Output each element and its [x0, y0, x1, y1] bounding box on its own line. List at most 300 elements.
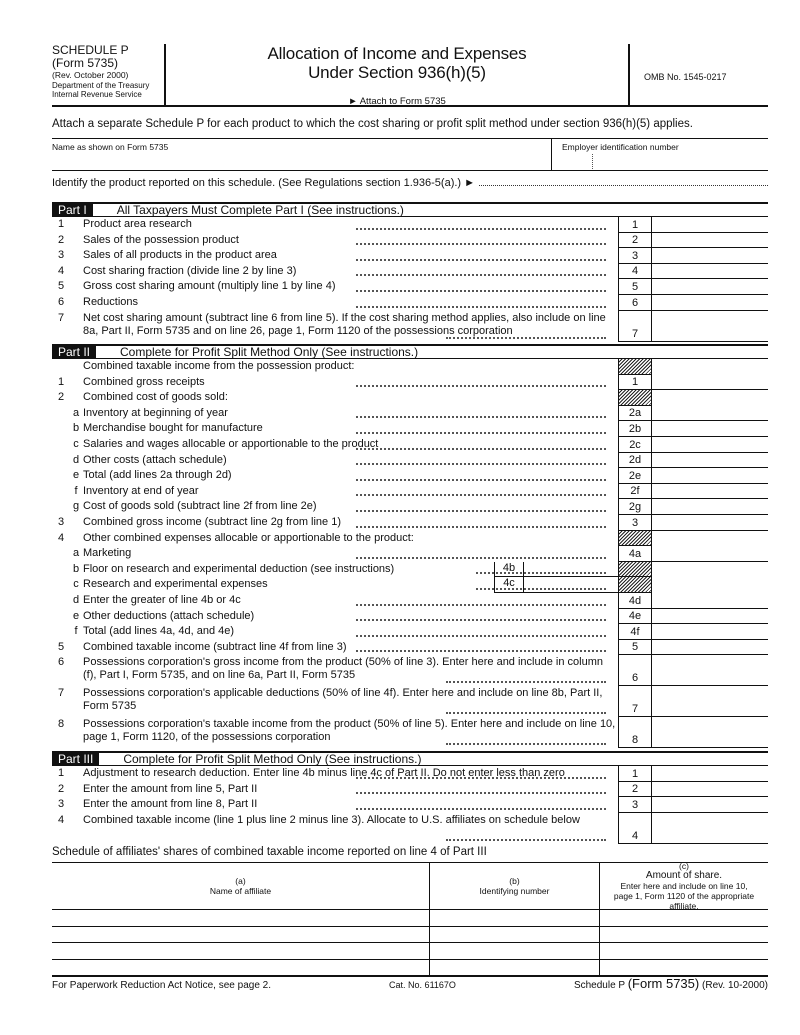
line-letter: d [72, 453, 80, 466]
amount-field[interactable] [652, 499, 768, 515]
ein-divider [592, 154, 593, 169]
line-text: Marketing [83, 547, 132, 560]
line-letter [70, 233, 82, 249]
form-line [52, 531, 768, 547]
name-field[interactable] [52, 142, 168, 152]
line-number [52, 499, 70, 515]
omb-number: OMB No. 1545-0217 [644, 72, 727, 82]
line-box-number: 4a [618, 546, 652, 562]
line-label [82, 717, 618, 748]
line-text: Enter the greater of line 4b or 4c [83, 593, 241, 606]
line-letter: d [72, 593, 80, 606]
amount-field[interactable] [652, 437, 768, 453]
form-line [52, 359, 768, 375]
line-letter [70, 655, 82, 686]
line-number: 2 [57, 391, 65, 404]
form-number: (Form 5735) [52, 56, 119, 70]
col-letter: (b) [509, 876, 520, 886]
line-box-number: 4e [618, 609, 652, 625]
line-box-number: 5 [618, 640, 652, 656]
line-label [82, 437, 618, 453]
line-text: Enter the amount from line 8, Part II [83, 798, 258, 811]
line-label [82, 217, 618, 233]
line-label [82, 264, 618, 280]
dot-leader [356, 274, 606, 276]
line-number [52, 437, 70, 453]
form-reference [574, 976, 768, 991]
amount-field[interactable] [652, 406, 768, 422]
amount-field[interactable] [652, 813, 768, 844]
line-letter [70, 515, 82, 531]
line-box-number: 4d [618, 593, 652, 609]
line-letter [70, 311, 82, 342]
amount-cell[interactable] [600, 927, 768, 943]
form-header [52, 44, 768, 107]
form-line [52, 782, 768, 798]
dot-leader [356, 385, 606, 387]
line-text: Combined taxable income from the possession product: [83, 360, 355, 372]
line-letter [70, 797, 82, 813]
line-number: 7 [57, 687, 65, 700]
line-label [82, 233, 618, 249]
line-letter [70, 295, 82, 311]
shaded-box [618, 562, 652, 578]
line-number: 4 [57, 813, 65, 826]
dot-leader [446, 681, 606, 683]
amount-field [652, 531, 768, 547]
line-text: Net cost sharing amount (subtract line 6 from line 5). If the cost sharing method applies, also include on line 8a, Part II, Form 5735 and on line 26, page 1, Form 1120 of the possessions corporation [83, 311, 606, 337]
amount-cell[interactable] [600, 960, 768, 976]
line-box-number: 1 [618, 766, 652, 782]
form-id-block [52, 44, 166, 105]
line-number [52, 406, 70, 422]
col-c-header [600, 863, 768, 909]
amount-field[interactable] [652, 546, 768, 562]
dot-leader [356, 259, 606, 261]
line-text: Other combined expenses allocable or apportionable to the product: [83, 531, 414, 544]
amount-field [652, 577, 768, 593]
form-line [52, 655, 768, 686]
line-box-number: 2d [618, 453, 652, 469]
line-box-number: 5 [618, 279, 652, 295]
dot-leader [356, 619, 606, 621]
line-box-number: 2e [618, 468, 652, 484]
department: Department of the Treasury [52, 81, 150, 90]
line-text: Product area research [83, 218, 192, 230]
inner-amount-field[interactable] [524, 562, 618, 577]
line-text: Total (add lines 4a, 4d, and 4e) [83, 625, 235, 638]
name-label: Name as shown on Form 5735 [52, 142, 169, 152]
line-box-number: 1 [618, 375, 652, 391]
dot-leader [446, 743, 606, 745]
form-line [52, 468, 768, 484]
line-box-number: 4 [618, 264, 652, 280]
line-text: Cost sharing fraction (divide line 2 by line 3) [83, 264, 297, 277]
form-line [52, 390, 768, 406]
revision-date: (Rev. 10-2000) [702, 980, 768, 991]
form-title [166, 44, 628, 82]
affiliate-name-cell[interactable] [52, 943, 430, 959]
dot-leader [356, 243, 606, 245]
col-note: page 1, Form 1120 of the appropriate [613, 891, 755, 901]
line-number [52, 453, 70, 469]
dot-leader [356, 792, 606, 794]
line-label [82, 248, 618, 264]
footer [52, 976, 768, 991]
form-line [52, 217, 768, 233]
intro-text: Attach a separate Schedule P for each product to which the cost sharing or profit split method under section 936(h)(5) applies. [52, 118, 693, 130]
line-number: 2 [57, 233, 65, 246]
line-number [52, 593, 70, 609]
line-label [82, 797, 618, 813]
amount-field[interactable] [652, 248, 768, 264]
line-label [82, 686, 618, 717]
line-letter: a [72, 547, 80, 560]
amount-field[interactable] [652, 264, 768, 280]
line-number [52, 359, 70, 375]
form-line [52, 375, 768, 391]
dot-leader [356, 494, 606, 496]
form-name: (Form 5735) [627, 976, 700, 991]
dot-leader [356, 650, 606, 652]
part-label: Part III [52, 753, 99, 765]
line-letter: b [72, 422, 80, 435]
line-number [52, 421, 70, 437]
form-line [52, 233, 768, 249]
line-label [82, 499, 618, 515]
col-a-header [52, 863, 430, 909]
form-line [52, 515, 768, 531]
dot-leader [356, 306, 606, 308]
line-number [52, 624, 70, 640]
line-text: Combined taxable income (line 1 plus line 2 minus line 3). Allocate to U.S. affiliates on schedule below [83, 813, 580, 826]
form-line [52, 609, 768, 625]
dot-leader [446, 839, 606, 841]
attach-note: ► Attach to Form 5735 [348, 96, 446, 107]
col-title: Amount of share. [645, 870, 723, 881]
part-title: Complete for Profit Split Method Only (See instructions.) [120, 345, 419, 359]
line-number: 3 [57, 249, 65, 262]
product-input[interactable] [479, 177, 768, 186]
amount-field[interactable] [652, 484, 768, 500]
line-box-number: 7 [618, 686, 652, 717]
form-line [52, 624, 768, 640]
schedule-label: SCHEDULE P [52, 43, 129, 57]
line-text: Combined cost of goods sold: [83, 391, 228, 404]
table-header [52, 863, 768, 910]
product-identify-row [52, 177, 768, 189]
line-box-number: 3 [618, 248, 652, 264]
part-2 [52, 344, 768, 748]
line-number: 4 [57, 264, 65, 277]
amount-field[interactable] [652, 766, 768, 782]
line-text: Gross cost sharing amount (multiply line 1 by line 4) [83, 280, 336, 293]
line-number: 7 [57, 311, 65, 324]
line-letter: c [73, 578, 79, 591]
part-3 [52, 751, 768, 844]
affiliates-heading: Schedule of affiliates' shares of combined taxable income reported on line 4 of Part III [52, 846, 487, 858]
amount-field[interactable] [652, 797, 768, 813]
table-row [52, 927, 768, 944]
line-number [52, 562, 70, 578]
col-note: Enter here and include on line 10, [620, 881, 748, 891]
form-line [52, 421, 768, 437]
line-text: Salaries and wages allocable or apportionable to the product [83, 437, 379, 450]
agency: Internal Revenue Service [52, 90, 142, 99]
inner-amount-field[interactable] [524, 577, 618, 592]
col-b-header [430, 863, 600, 909]
line-label [82, 515, 618, 531]
form-line [52, 686, 768, 717]
line-box-number: 1 [618, 217, 652, 233]
amount-field[interactable] [652, 421, 768, 437]
omb-block [628, 44, 768, 105]
form-line [52, 813, 768, 844]
identifying-number-cell[interactable] [430, 943, 600, 959]
line-letter: e [72, 609, 80, 622]
line-label [82, 655, 618, 686]
affiliate-name-cell[interactable] [52, 910, 430, 926]
form-line [52, 577, 768, 593]
affiliate-name-cell[interactable] [52, 960, 430, 976]
amount-field[interactable] [652, 375, 768, 391]
line-number [52, 577, 70, 593]
amount-field[interactable] [652, 624, 768, 640]
line-label [82, 375, 618, 391]
table-row [52, 960, 768, 976]
line-number: 8 [57, 718, 65, 731]
catalog-number: Cat. No. 61167O [389, 980, 456, 990]
line-letter [70, 766, 82, 782]
identifying-number-cell[interactable] [430, 927, 600, 943]
line-letter [70, 640, 82, 656]
dot-leader [356, 228, 606, 230]
line-box-number: 2f [618, 484, 652, 500]
form-line [52, 593, 768, 609]
dot-leader [356, 557, 606, 559]
title-line-2: Under Section 936(h)(5) [308, 63, 486, 82]
amount-field[interactable] [652, 295, 768, 311]
line-number [52, 546, 70, 562]
line-text: Other deductions (attach schedule) [83, 609, 255, 622]
form-line [52, 264, 768, 280]
line-text: Inventory at end of year [83, 484, 199, 497]
amount-cell[interactable] [600, 943, 768, 959]
line-letter [70, 782, 82, 798]
line-text: Reductions [83, 295, 139, 308]
amount-cell[interactable] [600, 910, 768, 926]
line-letter [70, 359, 82, 375]
line-label [82, 295, 618, 311]
form-line [52, 295, 768, 311]
part-title: All Taxpayers Must Complete Part I (See instructions.) [116, 203, 404, 217]
line-label [82, 624, 618, 640]
amount-field[interactable] [652, 217, 768, 233]
form-line [52, 546, 768, 562]
line-text: Sales of the possession product [83, 233, 239, 246]
line-label [82, 546, 618, 562]
line-letter [70, 375, 82, 391]
line-box-number: 2a [618, 406, 652, 422]
affiliates-table [52, 862, 768, 977]
line-letter [70, 686, 82, 717]
dot-leader [356, 432, 606, 434]
amount-field[interactable] [652, 655, 768, 686]
affiliate-name-cell[interactable] [52, 927, 430, 943]
line-letter: b [72, 562, 80, 575]
title-line-1: Allocation of Income and Expenses [267, 44, 527, 63]
amount-field[interactable] [652, 468, 768, 484]
line-text: Research and experimental expenses [83, 578, 268, 591]
line-label [82, 406, 618, 422]
form-line [52, 797, 768, 813]
dot-leader [446, 712, 606, 714]
amount-field[interactable] [652, 453, 768, 469]
line-label [82, 813, 618, 844]
dot-leader [446, 337, 606, 339]
line-letter [70, 248, 82, 264]
identify-label: Identify the product reported on this schedule. (See Regulations section 1.936-5(a).) ► [52, 177, 476, 189]
line-number: 5 [57, 280, 65, 293]
line-number [52, 609, 70, 625]
amount-field[interactable] [652, 686, 768, 717]
form-line [52, 279, 768, 295]
line-number: 5 [57, 640, 65, 653]
part-label: Part I [52, 204, 93, 216]
dot-leader [356, 808, 606, 810]
ein-label: Employer identification number [562, 142, 679, 152]
dot-leader [356, 448, 606, 450]
line-number: 4 [57, 531, 65, 544]
table-row [52, 943, 768, 960]
line-box-number: 2g [618, 499, 652, 515]
dot-leader [356, 479, 606, 481]
line-label [82, 311, 618, 342]
line-text: Combined gross receipts [83, 375, 205, 388]
line-box-number: 2c [618, 437, 652, 453]
col-letter: (c) [679, 861, 689, 871]
amount-field[interactable] [652, 782, 768, 798]
identifying-number-cell[interactable] [430, 960, 600, 976]
line-letter: a [72, 406, 80, 419]
line-number: 3 [57, 515, 65, 528]
form-line [52, 484, 768, 500]
amount-field[interactable] [652, 279, 768, 295]
dot-leader [356, 604, 606, 606]
col-title: Name of affiliate [209, 886, 272, 896]
part-label: Part II [52, 346, 96, 358]
line-label [82, 484, 618, 500]
part-header [52, 344, 768, 359]
line-label [82, 359, 618, 375]
line-label [82, 782, 618, 798]
line-text: Possessions corporation's gross income from the product (50% of line 3). Enter here and include in column (f), Part I, Form 5735, and on line 6a, Part II, Form 5735 [83, 656, 603, 682]
line-label [82, 390, 618, 406]
line-box-number: 8 [618, 717, 652, 748]
schedule-name: Schedule P [573, 980, 625, 991]
line-letter: f [74, 625, 78, 638]
line-label [82, 766, 618, 782]
amount-field[interactable] [652, 640, 768, 656]
amount-field[interactable] [652, 233, 768, 249]
dot-leader [356, 510, 606, 512]
inner-box-label: 4c [494, 577, 524, 592]
amount-field [652, 390, 768, 406]
line-box-number: 4f [618, 624, 652, 640]
amount-field[interactable] [652, 593, 768, 609]
line-text: Possessions corporation's taxable income from the product (50% of line 5). Enter here and include on line 10, page 1, Form 1120, of the possessions corporation [83, 718, 616, 744]
line-label [82, 421, 618, 437]
line-number: 1 [57, 767, 65, 779]
form-line [52, 406, 768, 422]
line-text: Adjustment to research deduction. Enter line 4b minus line 4c of Part II. Do not enter less than zero [83, 767, 565, 779]
line-label [82, 593, 618, 609]
line-number [52, 484, 70, 500]
line-box-number: 6 [618, 655, 652, 686]
dot-leader [356, 416, 606, 418]
line-letter: e [72, 469, 80, 482]
line-box-number: 3 [618, 797, 652, 813]
line-letter: c [73, 437, 79, 450]
dot-leader [356, 290, 606, 292]
line-text: Enter the amount from line 5, Part II [83, 782, 258, 795]
amount-field[interactable] [652, 311, 768, 342]
line-number: 3 [57, 798, 65, 811]
line-label [82, 453, 618, 469]
ein-field[interactable] [551, 139, 768, 170]
line-number: 6 [57, 295, 65, 308]
name-ein-row [52, 138, 768, 171]
amount-field[interactable] [652, 515, 768, 531]
shaded-box [618, 577, 652, 593]
line-box-number: 2b [618, 421, 652, 437]
dot-leader [356, 463, 606, 465]
line-box-number: 2 [618, 233, 652, 249]
line-letter [70, 279, 82, 295]
line-text: Cost of goods sold (subtract line 2f from line 2e) [83, 500, 317, 513]
line-letter [70, 264, 82, 280]
col-letter: (a) [235, 876, 246, 886]
inner-entry-4c [494, 577, 618, 593]
line-letter [70, 531, 82, 547]
line-box-number: 2 [618, 782, 652, 798]
part-header [52, 202, 768, 217]
shaded-box [618, 531, 652, 547]
amount-field[interactable] [652, 717, 768, 748]
line-number: 6 [57, 656, 65, 669]
col-title: Identifying number [479, 886, 550, 896]
identifying-number-cell[interactable] [430, 910, 600, 926]
line-letter: g [72, 500, 80, 513]
form-line [52, 437, 768, 453]
revision: (Rev. October 2000) [52, 70, 129, 80]
line-label [82, 279, 618, 295]
table-row [52, 910, 768, 927]
part-header [52, 751, 768, 766]
line-text: Combined taxable income (subtract line 4f from line 3) [83, 640, 347, 653]
line-number: 2 [57, 782, 65, 795]
part-1 [52, 202, 768, 342]
amount-field[interactable] [652, 609, 768, 625]
line-box-number: 6 [618, 295, 652, 311]
line-text: Merchandise bought for manufacture [83, 422, 263, 435]
line-letter [70, 390, 82, 406]
line-number: 1 [57, 375, 65, 388]
form-line [52, 766, 768, 782]
dot-leader [356, 526, 606, 528]
line-letter [70, 813, 82, 844]
line-label [82, 609, 618, 625]
